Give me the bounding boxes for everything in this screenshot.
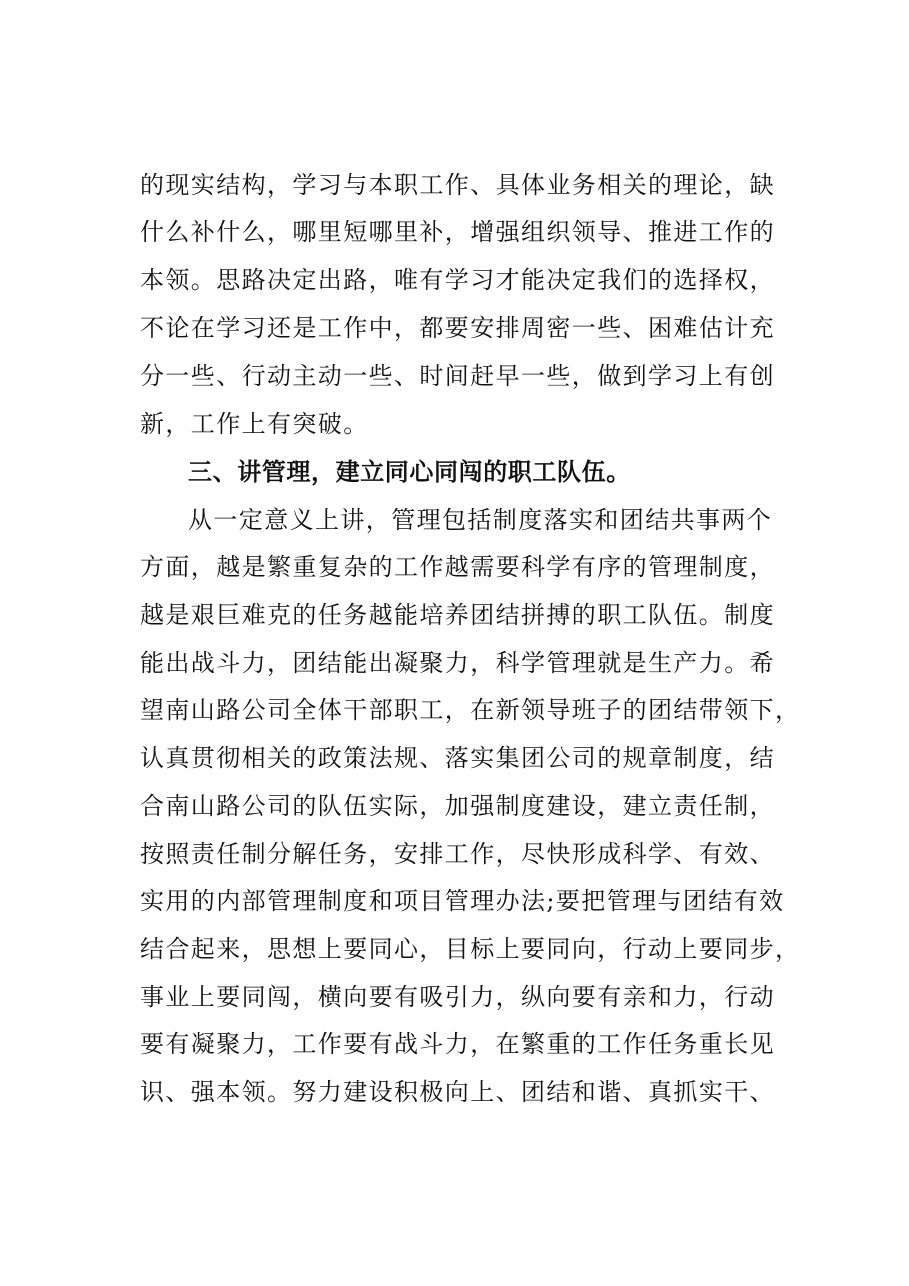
section-heading: 三、讲管理，建立同心同闯的职工队伍。 <box>188 458 631 486</box>
text-line: 要有凝聚力，工作要有战斗力，在繁重的工作任务重长见 <box>140 1030 775 1058</box>
text-line: 按照责任制分解任务，安排工作，尽快形成科学、有效、 <box>140 840 775 868</box>
text-line: 分一些、行动主动一些、时间赶早一些，做到学习上有创 <box>140 362 775 390</box>
text-line: 越是艰巨难克的任务越能培养团结拼搏的职工队伍。制度 <box>140 601 775 629</box>
text-line: 不论在学习还是工作中，都要安排周密一些、困难估计充 <box>140 314 775 342</box>
text-line: 的现实结构，学习与本职工作、具体业务相关的理论，缺 <box>140 171 775 199</box>
text-line: 从一定意义上讲，管理包括制度落实和团结共事两个 <box>188 506 773 534</box>
text-line: 本领。思路决定出路，唯有学习才能决定我们的选择权， <box>140 266 775 294</box>
text-line: 认真贯彻相关的政策法规、落实集团公司的规章制度，结 <box>140 744 775 772</box>
text-line: 望南山路公司全体干部职工，在新领导班子的团结带领下， <box>140 696 801 724</box>
text-line: 合南山路公司的队伍实际，加强制度建设，建立责任制， <box>140 792 775 820</box>
text-line: 方面，越是繁重复杂的工作越需要科学有序的管理制度， <box>140 553 775 581</box>
text-line: 什么补什么，哪里短哪里补，增强组织领导、推进工作的 <box>140 218 775 246</box>
text-line: 能出战斗力，团结能出凝聚力，科学管理就是生产力。希 <box>140 649 775 677</box>
text-line: 事业上要同闯，横向要有吸引力，纵向要有亲和力，行动 <box>140 983 775 1011</box>
text-line: 识、强本领。努力建设积极向上、团结和谐、真抓实干、 <box>140 1078 775 1106</box>
text-line: 结合起来，思想上要同心，目标上要同向，行动上要同步， <box>140 935 801 963</box>
text-line: 新，工作上有突破。 <box>140 410 369 438</box>
text-line: 实用的内部管理制度和项目管理办法;要把管理与团结有效 <box>140 887 785 915</box>
